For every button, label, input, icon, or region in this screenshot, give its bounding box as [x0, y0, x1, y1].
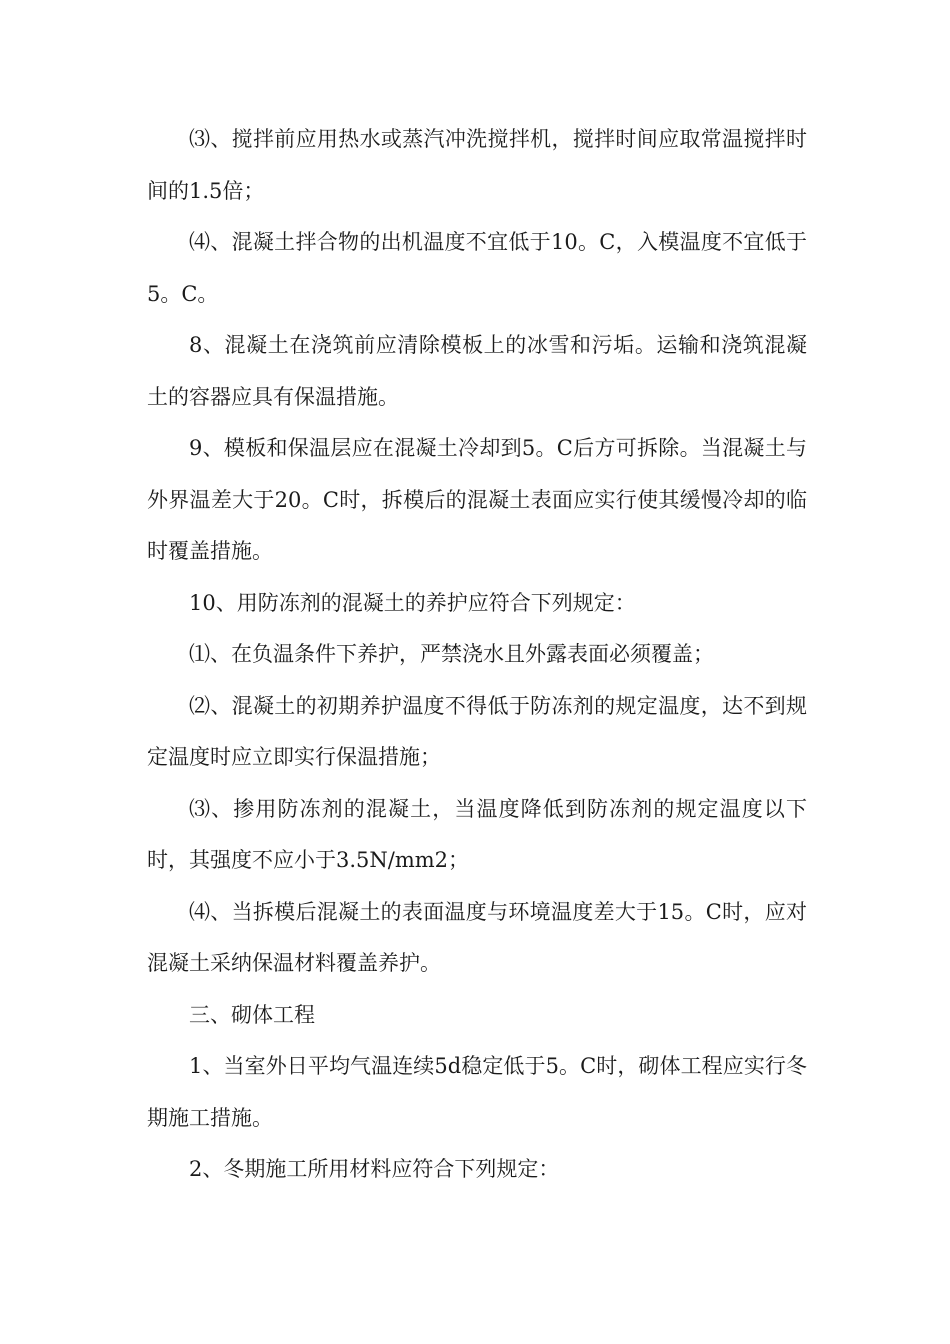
paragraph-negative-temp-curing: ⑴、在负温条件下养护，严禁浇水且外露表面必须覆盖； [189, 642, 714, 666]
paragraph-formwork-removal: 9、模板和保温层应在混凝土冷却到5。C后方可拆除。当混凝土与外界温差大于20。C时，拆模后的混凝土表面应实行使其缓慢冷却的临时覆盖措施。 [147, 436, 807, 563]
section-heading-masonry: 三、砌体工程 [189, 1002, 315, 1027]
paragraph-mix-temperature: ⑷、混凝土拌合物的出机温度不宜低于10。C，入模温度不宜低于5。C。 [147, 230, 807, 306]
paragraph-surface-temp-diff: ⑷、当拆模后混凝土的表面温度与环境温度差大于15。C时，应对混凝土采纳保温材料覆盖养护。 [147, 899, 807, 975]
paragraph-initial-curing-temp: ⑵、混凝土的初期养护温度不得低于防冻剂的规定温度，达不到规定温度时应立即实行保温措施； [147, 693, 807, 769]
paragraph-clean-formwork: 8、混凝土在浇筑前应清除模板上的冰雪和污垢。运输和浇筑混凝土的容器应具有保温措施。 [147, 333, 807, 409]
paragraph-masonry-winter: 1、当室外日平均气温连续5d稳定低于5。C时，砌体工程应实行冬期施工措施。 [147, 1054, 807, 1130]
paragraph-strength-requirement: ⑶、掺用防冻剂的混凝土，当温度降低到防冻剂的规定温度以下时，其强度不应小于3.5N/mm2； [147, 796, 807, 872]
paragraph-antifreeze-curing: 10、用防冻剂的混凝土的养护应符合下列规定： [189, 590, 636, 615]
paragraph-mixer-preheat: ⑶、搅拌前应用热水或蒸汽冲洗搅拌机，搅拌时间应取常温搅拌时间的1.5倍； [147, 127, 807, 203]
document-body [147, 114, 807, 1196]
paragraph-materials-rules: 2、冬期施工所用材料应符合下列规定： [189, 1157, 560, 1181]
